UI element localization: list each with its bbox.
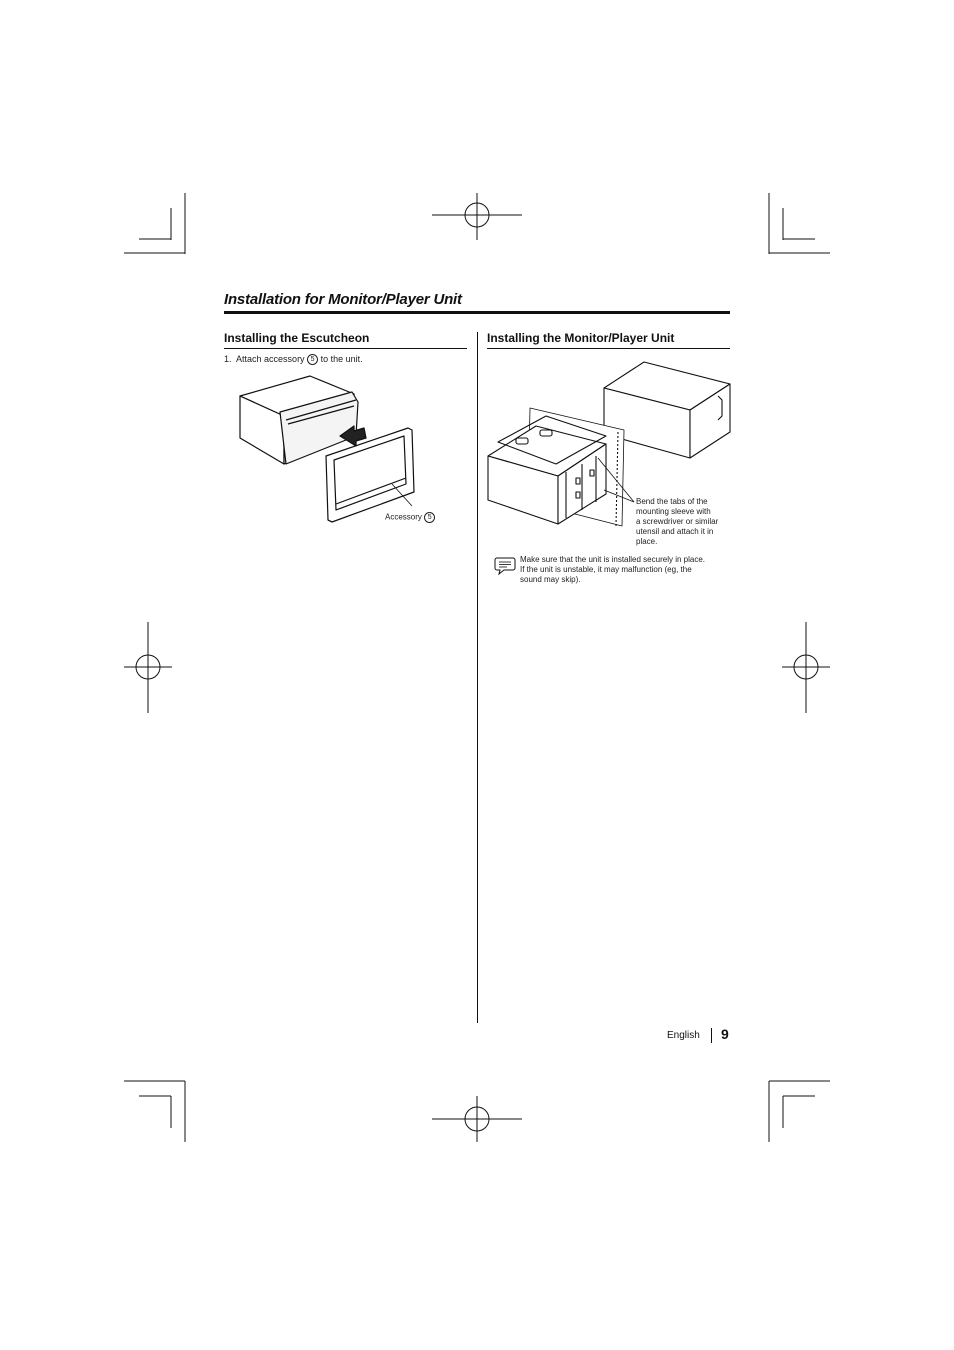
callout-line-3: a screwdriver or similar xyxy=(636,517,719,526)
note-line-3: sound may skip). xyxy=(520,575,581,584)
accessory-callout xyxy=(385,512,435,523)
section-heading-monitor: Installing the Monitor/Player Unit xyxy=(487,331,675,345)
section-rule-right xyxy=(487,348,730,349)
accessory-label: Accessory xyxy=(385,512,422,522)
callout-line-5: place. xyxy=(636,537,658,546)
step-text-after: to the unit. xyxy=(320,354,363,364)
step-number: 1. xyxy=(224,354,232,364)
step-text-before: Attach accessory xyxy=(236,354,305,364)
column-divider xyxy=(477,332,478,1023)
callout-line-2: mounting sleeve with xyxy=(636,507,711,516)
note-line-1: Make sure that the unit is installed securely in place. xyxy=(520,555,705,564)
callout-line-4: utensil and attach it in xyxy=(636,527,714,536)
page-number: 9 xyxy=(721,1026,729,1042)
footer-language: English xyxy=(667,1030,700,1041)
title-rule xyxy=(224,311,730,314)
note-icon xyxy=(494,555,516,575)
page-title: Installation for Monitor/Player Unit xyxy=(224,291,462,308)
accessory-circled-number: 5 xyxy=(424,512,435,523)
circled-number: 5 xyxy=(307,354,318,365)
bend-tabs-callout xyxy=(636,497,736,547)
step-1 xyxy=(224,354,363,365)
note-line-2: If the unit is unstable, it may malfunction (eg, the xyxy=(520,565,692,574)
callout-line-1: Bend the tabs of the xyxy=(636,497,708,506)
footer-separator xyxy=(711,1028,712,1043)
section-rule-left xyxy=(224,348,467,349)
section-heading-escutcheon: Installing the Escutcheon xyxy=(224,331,370,345)
note-text xyxy=(520,555,732,585)
escutcheon-illustration xyxy=(236,372,446,527)
